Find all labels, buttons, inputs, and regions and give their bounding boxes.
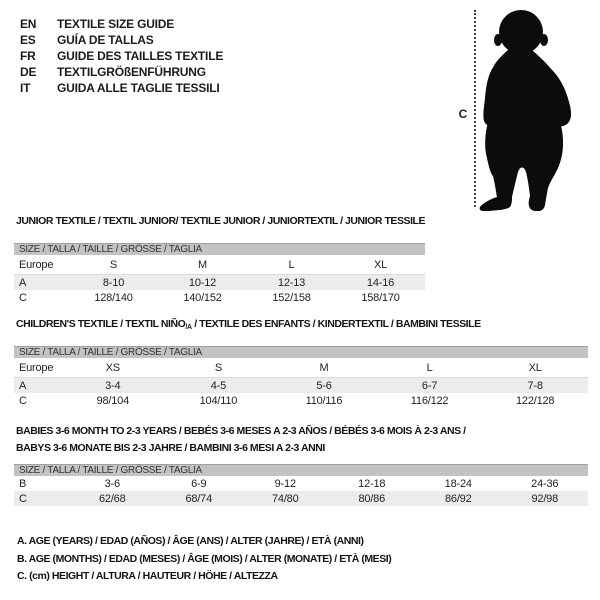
table-row [14,393,588,408]
note-height-cm: C. (cm) HEIGHT / ALTURA / HAUTEUR / HÖHE / ALTEZZA [17,570,278,582]
table-cell: 9-12 [274,477,296,490]
row-label: C [19,291,27,304]
children-size-table [14,346,588,408]
row-label: C [19,394,27,407]
babies-size-table [14,464,588,506]
table-cell: 80/86 [358,492,386,505]
language-title: GUIDE DES TAILLES TEXTILE [57,49,224,63]
size-header-band: SIZE / TALLA / TAILLE / GRÖSSE / TAGLIA [14,464,588,476]
legend-notes [17,533,391,586]
table-cell: 158/170 [361,291,400,304]
row-label: A [19,379,27,392]
size-header-band: SIZE / TALLA / TAILLE / GRÖSSE / TAGLIA [14,346,588,358]
table-cell: S [109,258,118,271]
table-cell: 4-5 [210,379,227,392]
table-cell: M [319,361,329,374]
table-cell: XS [105,361,120,374]
table-cell: 128/140 [94,291,133,304]
table-cell: 110/116 [305,394,343,407]
row-label: C [19,492,27,505]
table-cell: S [214,361,222,374]
language-row-es [20,32,223,48]
table-cell: 10-12 [188,276,217,289]
language-title: TEXTILE SIZE GUIDE [57,17,175,31]
table-cell: 92/98 [531,492,559,505]
language-row-en [20,16,223,32]
table-row [14,275,425,290]
table-cell: 116/122 [410,394,449,407]
junior-section-title: JUNIOR TEXTILE / TEXTIL JUNIOR/ TEXTILE JUNIOR / JUNIORTEXTIL / JUNIOR TESSILE [16,215,426,227]
table-cell: M [198,258,207,271]
language-code: ES [20,33,36,47]
table-cell: 152/158 [272,291,311,304]
note-age-years: A. AGE (YEARS) / EDAD (AÑOS) / ÂGE (ANS) / ALTER (JAHRE) / ETÀ (ANNI) [17,535,364,547]
babies-section-title [16,423,466,457]
table-cell: 122/128 [515,394,555,407]
table-cell: L [288,258,295,271]
table-cell: 6-7 [421,379,438,392]
language-title: TEXTILGRÖßENFÜHRUNG [57,65,206,79]
row-label: B [19,477,27,490]
height-dotted-line [474,10,476,207]
language-list [20,16,223,96]
table-row [14,290,425,305]
table-row [14,358,588,378]
row-label: A [19,276,27,289]
table-cell: 74/80 [271,492,299,505]
language-code: FR [20,49,36,63]
children-section-title: CHILDREN'S TEXTILE / TEXTIL $NIÑO_{/A}$ / TEXTILE DES ENFANTS / KINDERTEXTIL / BAMBINI TESSILE [16,318,481,331]
language-title: GUÍA DE TALLAS [57,33,154,47]
table-cell: 7-8 [527,379,543,392]
table-cell: 62/68 [98,492,126,505]
table-cell: L [426,361,433,374]
babies-title-line-1: BABIES 3-6 MONTH TO 2-3 YEARS / BEBÉS 3-6 MESES A 2-3 AÑOS / BÉBÉS 3-6 MOIS À 2-3 ANS / [16,425,466,437]
table-cell: 12-13 [277,276,306,289]
table-cell: 68/74 [185,492,213,505]
language-row-fr [20,48,223,64]
table-row [14,476,588,491]
table-cell: 86/92 [444,492,472,505]
row-label: Europe [19,361,54,374]
table-row [14,491,588,506]
table-cell: 140/152 [183,291,222,304]
table-cell: 18-24 [444,477,472,490]
table-cell: 12-18 [358,477,386,490]
table-cell: 104/110 [199,394,238,407]
size-header-band: SIZE / TALLA / TAILLE / GRÖSSE / TAGLIA [14,243,425,255]
table-cell: XL [528,361,542,374]
language-code: DE [20,65,37,79]
language-code: IT [20,81,31,95]
table-row [14,378,588,393]
baby-silhouette-icon [478,6,583,211]
table-cell: 6-9 [191,477,207,490]
language-row-it [20,80,223,96]
table-cell: 98/104 [96,394,130,407]
table-cell: 24-36 [531,477,559,490]
height-measure-label: C [458,107,468,121]
table-cell: 14-16 [366,276,395,289]
language-row-de [20,64,223,80]
language-title: GUIDA ALLE TAGLIE TESSILI [57,81,220,95]
table-cell: 8-10 [102,276,125,289]
babies-title-line-2: BABYS 3-6 MONATE BIS 2-3 JAHRE / BAMBINI 3-6 MESI A 2-3 ANNI [16,442,325,454]
language-code: EN [20,17,37,31]
table-cell: 5-6 [316,379,332,392]
junior-size-table [14,243,425,305]
table-row [14,255,425,275]
row-label: Europe [19,258,54,271]
table-cell: XL [373,258,388,271]
table-cell: 3-4 [105,379,121,392]
note-age-months: B. AGE (MONTHS) / EDAD (MESES) / ÂGE (MOIS) / ALTER (MONATE) / ETÀ (MESI) [17,552,392,565]
table-cell: 3-6 [104,477,120,490]
